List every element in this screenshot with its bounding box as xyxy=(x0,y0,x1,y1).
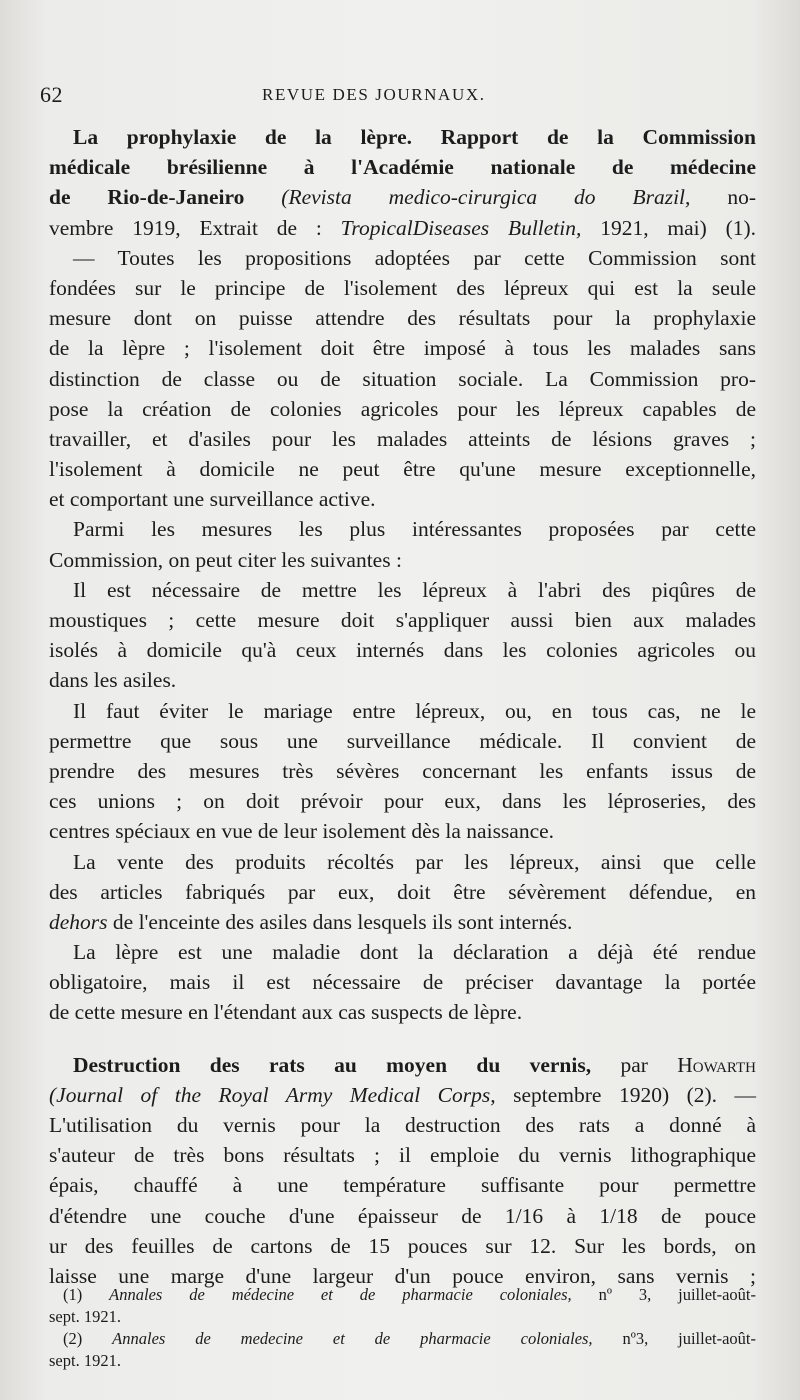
article-destruction-rats xyxy=(49,1050,756,1292)
text-line: centres spéciaux en vue de leur isolement dès la naissance. xyxy=(49,819,555,844)
footnote-1 xyxy=(49,1284,756,1306)
text-line: Parmi les mesures les plus intéressantes proposées par cette xyxy=(73,517,756,542)
footnote-1-cont: sept. 1921. xyxy=(49,1307,121,1326)
footnotes xyxy=(49,1284,756,1372)
emphasis-word: dehors xyxy=(49,909,108,934)
text-line: des articles fabriqués par eux, doit être sévèrement défendue, en xyxy=(49,879,756,904)
text-line: Commission, on peut citer les suivantes : xyxy=(49,547,402,572)
text-line: obligatoire, mais il est nécessaire de préciser davantage la portée xyxy=(49,970,756,995)
text-line: mesure dont on puisse attendre des résultats pour la prophylaxie xyxy=(49,306,756,331)
footnote-number: (1) xyxy=(63,1285,83,1304)
text-line: travailler, et d'asiles pour les malades atteints de lésions graves ; xyxy=(49,426,756,451)
page-number: 62 xyxy=(40,82,63,107)
source-date: 1921, mai) (1). xyxy=(600,215,757,240)
paragraph xyxy=(49,937,756,1028)
text-line: s'auteur de très bons résultats ; il emploie du vernis lithographique xyxy=(49,1143,756,1168)
article-title-line xyxy=(49,182,756,212)
text-line: de la lèpre ; l'isolement doit être imposé à tous les malades sans xyxy=(49,336,756,361)
body-text xyxy=(49,122,756,1291)
journal-name: (Revista medico-cirurgica do Brazil, xyxy=(281,185,691,210)
paragraph xyxy=(49,847,756,938)
text-line: Il faut éviter le mariage entre lépreux, ou, en tous cas, ne le xyxy=(73,698,756,723)
paragraph xyxy=(49,243,756,515)
text-line: et comportant une surveillance active. xyxy=(49,487,376,512)
text-line: laisse une marge d'une largeur d'un pouce environ, sans vernis ; xyxy=(49,1263,756,1288)
title-tail: no- xyxy=(727,185,756,210)
article-title-line: La prophylaxie de la lèpre. Rapport de la Commission xyxy=(73,125,756,149)
article-title: Destruction des rats au moyen du vernis, xyxy=(73,1052,592,1077)
article-title-line xyxy=(49,1050,756,1080)
footnote-number: (2) xyxy=(63,1329,83,1348)
text-line: La vente des produits récoltés par les lépreux, ainsi que celle xyxy=(73,849,756,874)
text-line: d'étendre une couche d'une épaisseur de 1/16 à 1/18 de pouce xyxy=(49,1203,756,1228)
page-header xyxy=(40,82,760,118)
paragraph xyxy=(49,514,756,574)
source-line xyxy=(49,213,756,243)
text-line: l'isolement à domicile ne peut être qu'une mesure exceptionnelle, xyxy=(49,457,756,482)
article-title-line: médicale brésilienne à l'Académie nationale de médecine xyxy=(49,155,756,180)
footnote-2-cont: sept. 1921. xyxy=(49,1351,121,1370)
journal-name: (Journal of the Royal Army Medical Corps, xyxy=(49,1082,496,1107)
footnote-issue: nº 3, juillet-août- xyxy=(598,1285,757,1304)
title-bold-part: de Rio-de-Janeiro xyxy=(49,185,245,210)
text-line: épais, chauffé à une température suffisante pour permettre xyxy=(49,1173,756,1198)
article-prophylaxie-lepre xyxy=(49,122,756,1028)
paragraph xyxy=(49,696,756,847)
text-line: Il est nécessaire de mettre les lépreux à l'abri des piqûres de xyxy=(73,577,756,602)
source-text: vembre 1919, Extrait de : xyxy=(49,215,322,240)
footnote-issue: nº3, juillet-août- xyxy=(622,1329,756,1348)
footnote-source: Annales de medecine et de pharmacie coloniales, xyxy=(112,1329,593,1348)
footnote-source: Annales de médecine et de pharmacie coloniales, xyxy=(109,1285,572,1304)
text-line: — Toutes les propositions adoptées par cette Commission sont xyxy=(73,245,756,270)
author-name: Howarth xyxy=(677,1052,757,1077)
byline-word: par xyxy=(620,1052,648,1077)
running-head: REVUE DES JOURNAUX. xyxy=(262,85,486,104)
text-line: de cette mesure en l'étendant aux cas suspects de lèpre. xyxy=(49,1000,523,1025)
text-line: dans les asiles. xyxy=(49,668,177,693)
section-gap xyxy=(49,1028,756,1050)
source-date: septembre 1920) (2). — xyxy=(513,1082,756,1107)
text-line xyxy=(49,907,756,937)
text-line: ur des feuilles de cartons de 15 pouces sur 12. Sur les bords, on xyxy=(49,1233,756,1258)
footnote-2 xyxy=(49,1328,756,1350)
text-line: pose la création de colonies agricoles pour les lépreux capables de xyxy=(49,396,756,421)
paragraph xyxy=(49,575,756,696)
text-line: distinction de classe ou de situation sociale. La Commission pro- xyxy=(49,366,756,391)
bulletin-name: TropicalDiseases Bulletin, xyxy=(340,215,582,240)
text-fragment: de l'enceinte des asiles dans lesquels ils sont internés. xyxy=(112,909,573,934)
text-line: L'utilisation du vernis pour la destruction des rats a donné à xyxy=(49,1113,756,1137)
text-line: isolés à domicile qu'à ceux internés dans les colonies agricoles ou xyxy=(49,638,756,663)
text-line: moustiques ; cette mesure doit s'appliquer aussi bien aux malades xyxy=(49,608,756,632)
text-line: permettre que sous une surveillance médicale. Il convient de xyxy=(49,728,756,753)
text-line: prendre des mesures très sévères concernant les enfants issus de xyxy=(49,758,756,783)
source-line xyxy=(49,1080,756,1110)
text-line: fondées sur le principe de l'isolement des lépreux qui est la seule xyxy=(49,275,756,300)
text-line: La lèpre est une maladie dont la déclaration a déjà été rendue xyxy=(73,940,756,965)
text-line: ces unions ; on doit prévoir pour eux, dans les léproseries, des xyxy=(49,789,756,814)
